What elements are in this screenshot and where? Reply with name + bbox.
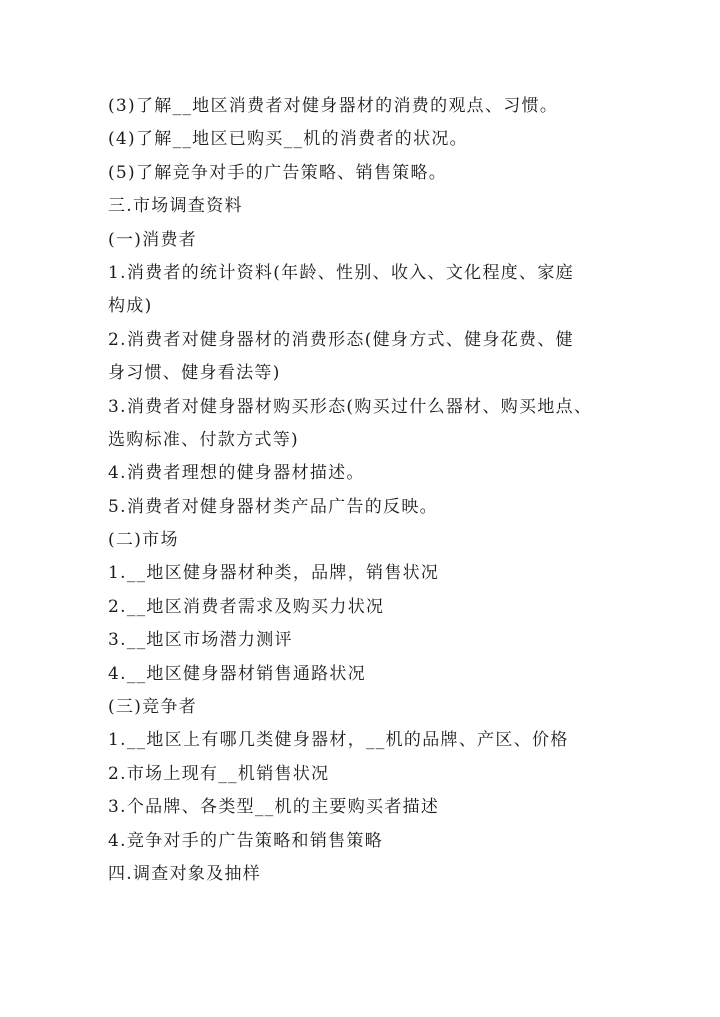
text-line-2: (4)了解__地区已购买__机的消费者的状况。 (108, 129, 468, 150)
text-line-6: 1.消费者的统计资料(年龄、性别、收入、文化程度、家庭 (108, 262, 574, 283)
text-line-1: (3)了解__地区消费者对健身器材的消费的观点、习惯。 (108, 96, 559, 116)
text-line-3: (5)了解竞争对手的广告策略、销售策略。 (108, 162, 448, 183)
text-line-16: 2.__地区消费者需求及购买力状况 (108, 596, 385, 617)
text-line-8: 2.消费者对健身器材的消费形态(健身方式、健身花费、健 (108, 329, 574, 350)
text-line-21: 2.市场上现有__机销售状况 (108, 763, 330, 784)
text-line-18: 4.__地区健身器材销售通路状况 (108, 663, 367, 684)
text-line-9: 身习惯、健身看法等) (108, 363, 281, 384)
section-heading-4: 四.调查对象及抽样 (108, 863, 262, 884)
subsection-heading-competitors: (三)竞争者 (108, 697, 198, 718)
text-line-10: 3.消费者对健身器材购买形态(购买过什么器材、购买地点、 (108, 396, 593, 417)
text-line-23: 4.竞争对手的广告策略和销售策略 (108, 830, 384, 851)
text-line-22: 3.个品牌、各类型__机的主要购买者描述 (108, 797, 440, 818)
text-line-7: 构成) (108, 296, 153, 317)
text-line-13: 5.消费者对健身器材类产品广告的反映。 (108, 496, 438, 517)
text-line-15: 1.__地区健身器材种类，品牌，销售状况 (108, 563, 440, 584)
section-heading-3: 三.市场调查资料 (108, 196, 243, 217)
text-line-11: 选购标准、付款方式等) (108, 429, 299, 450)
text-line-20: 1.__地区上有哪几类健身器材，__机的品牌、产区、价格 (108, 730, 569, 751)
text-line-12: 4.消费者理想的健身器材描述。 (108, 463, 365, 484)
document-body (108, 90, 628, 891)
subsection-heading-market: (二)市场 (108, 530, 179, 551)
text-line-17: 3.__地区市场潜力测评 (108, 630, 293, 651)
subsection-heading-consumers: (一)消费者 (108, 229, 198, 250)
